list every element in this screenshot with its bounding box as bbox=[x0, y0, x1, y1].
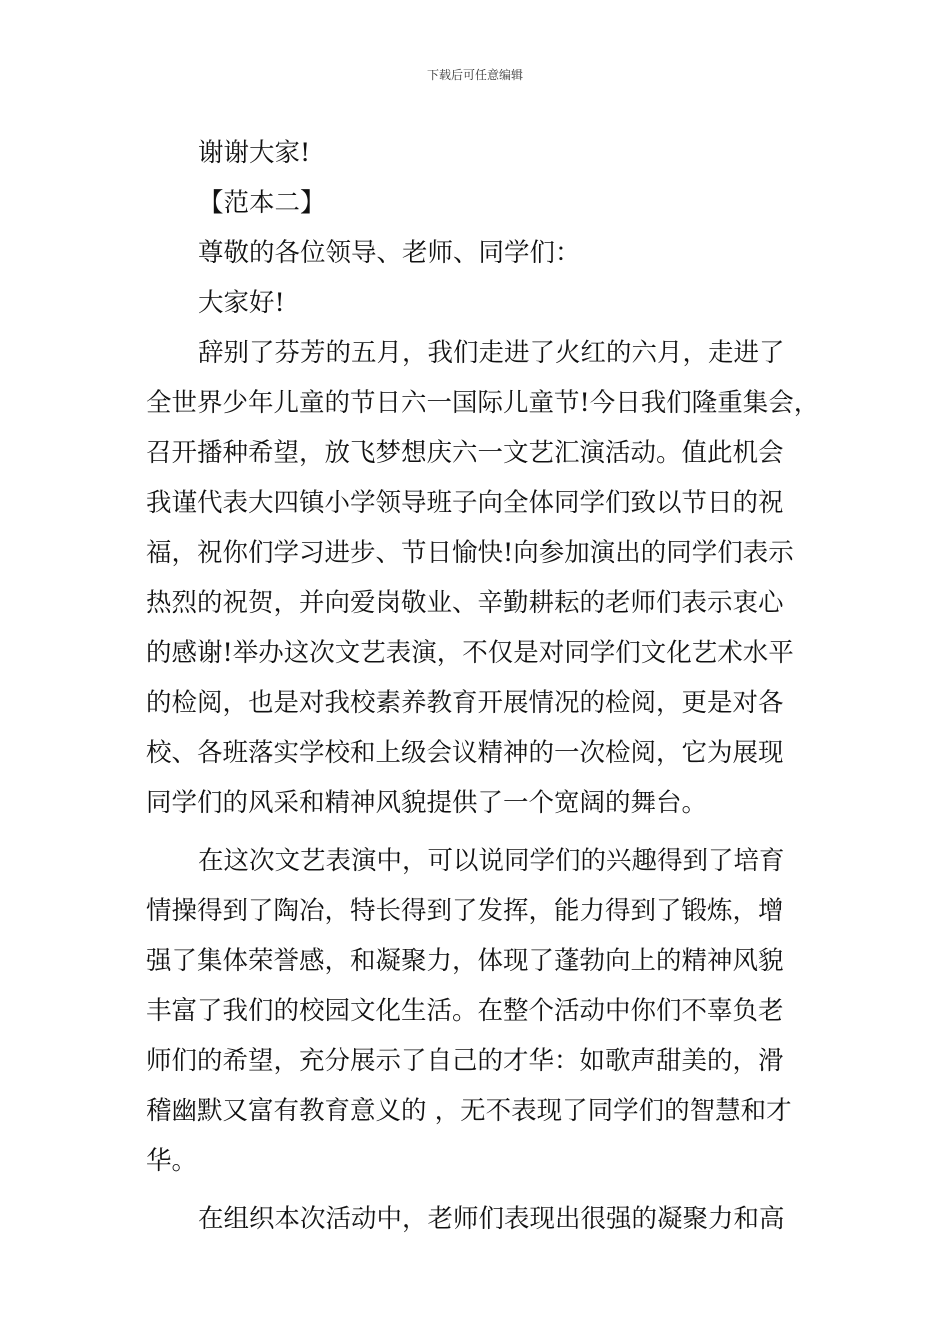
paragraph-1-line-2: 全世界少年儿童的节日六一国际儿童节!今日我们隆重集会， bbox=[146, 388, 820, 418]
paragraph-2-line-4: 丰富了我们的校园文化生活。在整个活动中你们不辜负老 bbox=[146, 996, 784, 1026]
paragraph-2-line-7: 华。 bbox=[146, 1146, 198, 1176]
paragraph-1-line-9: 校、各班落实学校和上级会议精神的一次检阅，它为展现 bbox=[146, 738, 784, 768]
paragraph-1-line-6: 热烈的祝贺，并向爱岗敬业、辛勤耕耘的老师们表示衷心 bbox=[146, 588, 784, 618]
paragraph-1-line-8: 的检阅，也是对我校素养教育开展情况的检阅，更是对各 bbox=[146, 688, 784, 718]
paragraph-3-line-1: 在组织本次活动中，老师们表现出很强的凝聚力和高 bbox=[198, 1204, 785, 1234]
paragraph-1-line-4: 我谨代表大四镇小学领导班子向全体同学们致以节日的祝 bbox=[146, 488, 784, 518]
paragraph-1-line-10: 同学们的风采和精神风貌提供了一个宽阔的舞台。 bbox=[146, 788, 708, 818]
document-body bbox=[146, 128, 826, 1244]
paragraph-2-line-3: 强了集体荣誉感，和凝聚力，体现了蓬勃向上的精神风貌 bbox=[146, 946, 784, 976]
sample-two-heading: 【范本二】 bbox=[198, 188, 326, 218]
paragraph-2-line-1: 在这次文艺表演中，可以说同学们的兴趣得到了培育 bbox=[198, 846, 785, 876]
closing-thanks-line: 谢谢大家! bbox=[198, 138, 311, 168]
greeting-line: 大家好! bbox=[198, 288, 285, 318]
paragraph-2-line-2: 情操得到了陶冶，特长得到了发挥，能力得到了锻炼，增 bbox=[146, 896, 784, 926]
paragraph-2-line-6: 稽幽默又富有教育意义的 ，无不表现了同学们的智慧和才 bbox=[146, 1096, 792, 1126]
paragraph-1-line-1: 辞别了芬芳的五月，我们走进了火红的六月，走进了 bbox=[198, 338, 785, 368]
paragraph-1-line-7: 的感谢!举办这次文艺表演，不仅是对同学们文化艺术水平 bbox=[146, 638, 794, 668]
paragraph-1-line-5: 福，祝你们学习进步、节日愉快!向参加演出的同学们表示 bbox=[146, 538, 794, 568]
paragraph-2-line-5: 师们的希望，充分展示了自己的才华：如歌声甜美的，滑 bbox=[146, 1046, 784, 1076]
salutation-line: 尊敬的各位领导、老师、同学们： bbox=[198, 238, 581, 268]
paragraph-1-line-3: 召开播种希望，放飞梦想庆六一文艺汇演活动。值此机会 bbox=[146, 438, 784, 468]
page-header-note: 下载后可任意编辑 bbox=[426, 68, 523, 82]
